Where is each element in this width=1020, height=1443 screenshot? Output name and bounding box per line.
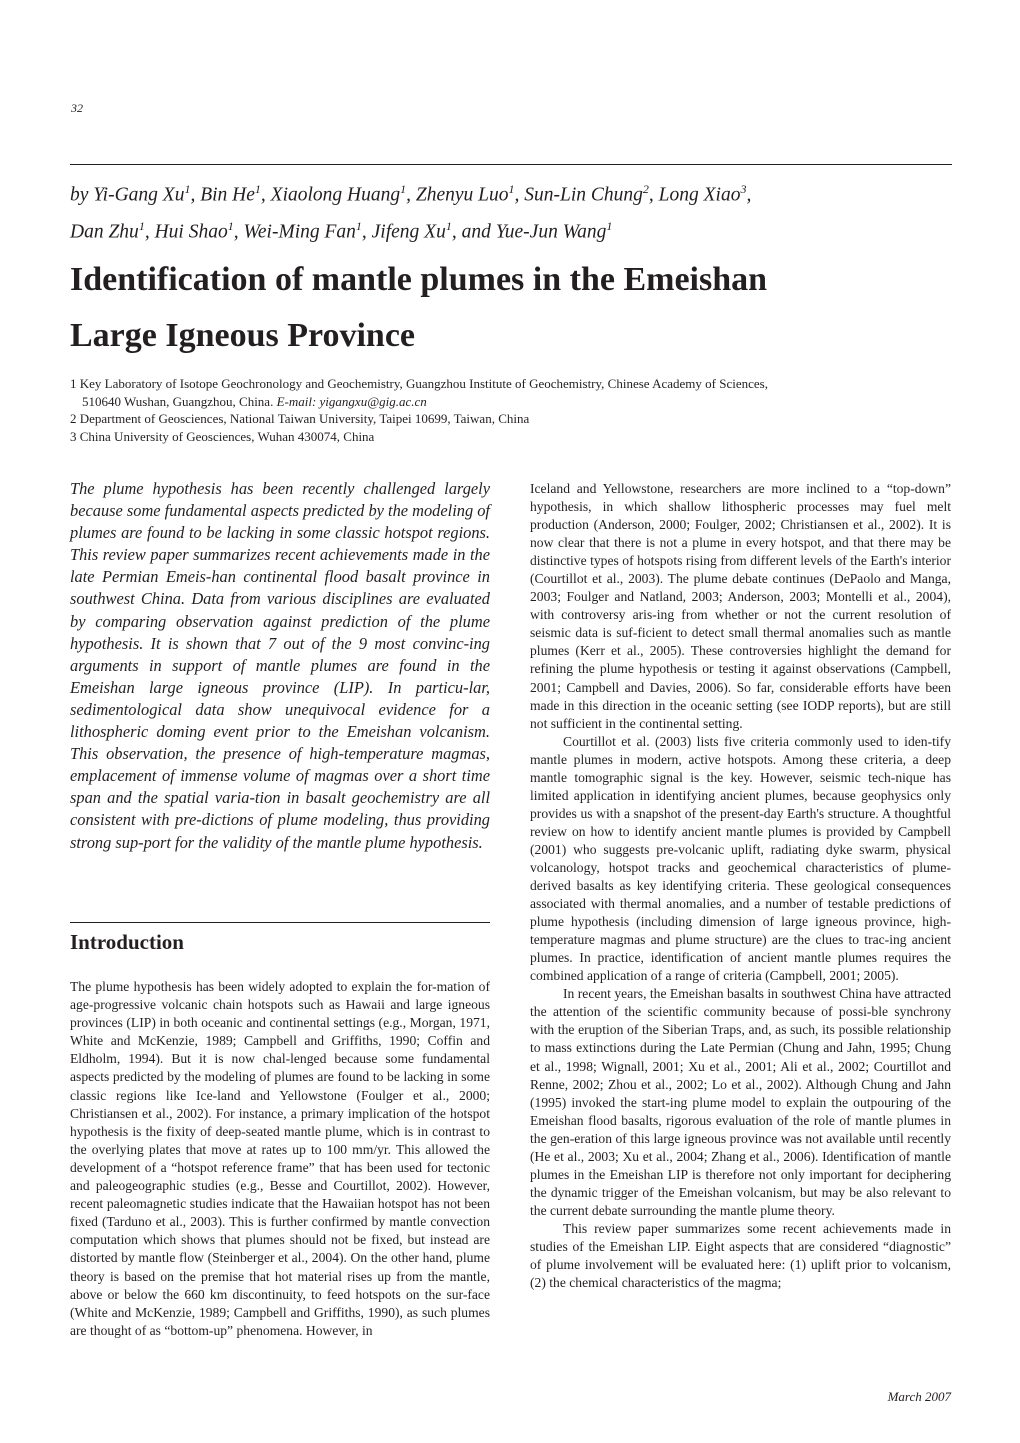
body-paragraph-4: This review paper summarizes some recent achievements made in studies of the Emeishan LIP. Eight aspects that are considered “diagnostic” of plume involvement will be evaluated here: (1) uplift prior to volcanism, (2) the chemical characteristics of the magma;	[530, 1220, 951, 1291]
body-paragraph-1: Iceland and Yellowstone, researchers are more inclined to a “top-down” hypothesis, in which shallow lithospheric processes may fuel melt production (Anderson, 2000; Foulger, 2002; Christiansen et al., 2002). It is now clear that there is not a plume in every hotspot, and that there may be distinctive types of hotspots rising from different levels of the Earth's interior (Courtillot et al., 2003). The plume debate continues (DePaolo and Manga, 2003; Foulger and Natland, 2003; Anderson, 2003; Montelli et al., 2004), with controversy aris-ing from whether or not the current resolution of seismic data is suf-ficient to detect small thermal anomalies such as mantle plumes (Kerr et al., 2005). These controversies highlight the demand for refining the plume hypothesis or testing it against observations (Campbell, 2001; Campbell and Davies, 2006). So far, considerable efforts have been made in this direction in the oceanic setting (see IODP reports), but are still not sufficient in the continental setting.	[530, 481, 951, 731]
affiliation-3: 3 China University of Geosciences, Wuhan 430074, China	[70, 428, 375, 444]
affiliation-1: 1 Key Laboratory of Isotope Geochronology and Geochemistry, Guangzhou Institute of Geochemistry, Chinese Academy of Sciences,	[70, 376, 768, 391]
footer-date: March 2007	[887, 1389, 951, 1404]
section-heading-introduction: Introduction	[70, 930, 184, 954]
affiliations	[70, 375, 960, 445]
email-address: E-mail: yigangxu@gig.ac.cn	[276, 393, 427, 409]
author-line-2: Dan Zhu$^1$, Hui Shao$^1$, Wei-Ming Fan$^1$, Jifeng Xu$^1$, and Yue-Jun Wang$^1$	[70, 218, 613, 242]
article-title	[70, 252, 960, 364]
body-paragraph-3: In recent years, the Emeishan basalts in southwest China have attracted the attention of the scientific community because of possi-ble synchrony with the eruption of the Siberian Traps, and, as such, its possible relationship to mass extinctions during the Late Permian (Chung and Jahn, 1995; Chung et al., 1998; Wignall, 2001; Xu et al., 2001; Ali et al., 2002; Courtillot and Renne, 2002; Zhou et al., 2002; Lo et al., 2002). Although Chung and Jahn (1995) invoked the start-ing plume model to explain the outpouring of the Emeishan flood basalts, rigorous evaluation of the role of mantle plumes in the gen-eration of this large igneous province was not available until recently (He et al., 2003; Xu et al., 2004; Zhang et al., 2006). Identification of mantle plumes in the Emeishan LIP is therefore not only important for deciphering the dynamic trigger of the Emeishan volcanism, but may be also relevant to the current debate surrounding the mantle plume theory.	[530, 986, 951, 1218]
affiliation-1-cont: 510640 Wushan, Guangzhou, China. E-mail: yigangxu@gig.ac.cn	[82, 393, 427, 409]
abstract: The plume hypothesis has been recently challenged largely because some fundamental aspects predicted by the modeling of plumes are found to be lacking in some classic hotspot regions. This review paper summarizes recent achievements made in the late Permian Emeis-han continental flood basalt province in southwest China. Data from various disciplines are evaluated by comparing observation against prediction of the plume hypothesis. It is shown that 7 out of the 9 most convinc-ing arguments in support of mantle plumes are found in the Emeishan large igneous province (LIP). In particu-lar, sedimentological data show unequivocal evidence for a lithospheric doming event prior to the Emeishan volcanism. This observation, the presence of high-temperature magmas, emplacement of immense volume of magmas over a short time span and the spatial varia-tion in basalt geochemistry are all consistent with pre-dictions of plume modeling, thus providing strong sup-port for the validity of the mantle plume hypothesis.	[70, 479, 490, 852]
left-column	[70, 478, 490, 854]
title-line-1: Identification of mantle plumes in the Emeishan	[70, 261, 768, 298]
right-column	[530, 480, 951, 1292]
body-paragraph-2: Courtillot et al. (2003) lists five criteria commonly used to iden-tify mantle plumes in modern, active hotspots. Among these criteria, a deep mantle tomographic signal is the key. However, seismic tech-nique has limited application in identifying ancient plumes, because geophysics only provides us with a snapshot of the present-day Earth's structure. A thoughtful review on how to identify ancient mantle plumes is provided by Campbell (2001) who suggests pre-volcanic uplift, radiating dyke swarm, physical volcanology, hotspot tracks and geochemical characteristics of plume-derived basalts as key identifying criteria. These geological consequences associated with thermal anomalies, and a number of testable predictions of plume hypothesis (including dimension of large igneous province, high-temperature magmas and plume structure) are the clues to trac-ing ancient plumes. In practice, identification of ancient mantle plumes requires the combined application of a range of criteria (Campbell, 2001; 2005).	[530, 733, 951, 984]
page-number: 32	[71, 101, 83, 115]
top-divider	[70, 164, 952, 165]
abstract-divider	[70, 922, 490, 923]
introduction-paragraph: The plume hypothesis has been widely adopted to explain the for-mation of age-progressive volcanic chain hotspots such as Hawaii and large igneous provinces (LIP) in both oceanic and continental settings (e.g., Morgan, 1971, White and McKenzie, 1989; Campbell and Griffiths, 1990; Coffin and Eldholm, 1994). But it is now chal-lenged because some fundamental aspects predicted by the modeling of plumes are found to be lacking in some classic regions like Ice-land and Yellowstone (Foulger et al., 2000; Christiansen et al., 2002). For instance, a primary implication of the hotspot hypothesis is the fixity of deep-seated mantle plume, which is in contrast to the overlying plates that move at rates up to 100 mm/yr. This allowed the development of a “hotspot reference frame” that has been used for tectonic and paleogeographic studies (e.g., Besse and Courtillot, 2002). However, recent paleomagnetic studies indicate that the Hawaiian hotspot has not been fixed (Tarduno et al., 2003). This is further confirmed by mantle convection computation which shows that plumes should not be fixed, but instead are distorted by mantle flow (Steinberger et al., 2004). On the other hand, plume theory is based on the premise that hot material rises up from the mantle, above or below the 660 km discontinuity, to feed hotspots on the sur-face (White and McKenzie, 1989; Campbell and Griffiths, 1990), as such plumes are thought of as “bottom-up” phenomena. However, in	[70, 979, 490, 1338]
author-list	[70, 174, 960, 247]
author-line-1: by Yi-Gang Xu$^1$, Bin He$^1$, Xiaolong Huang$^1$, Zhenyu Luo$^1$, Sun-Lin Chung$^2$, Long Xiao$^3$,	[70, 182, 752, 206]
affiliation-2: 2 Department of Geosciences, National Taiwan University, Taipei 10699, Taiwan, China	[70, 411, 530, 426]
title-line-2: Large Igneous Province	[70, 317, 416, 354]
